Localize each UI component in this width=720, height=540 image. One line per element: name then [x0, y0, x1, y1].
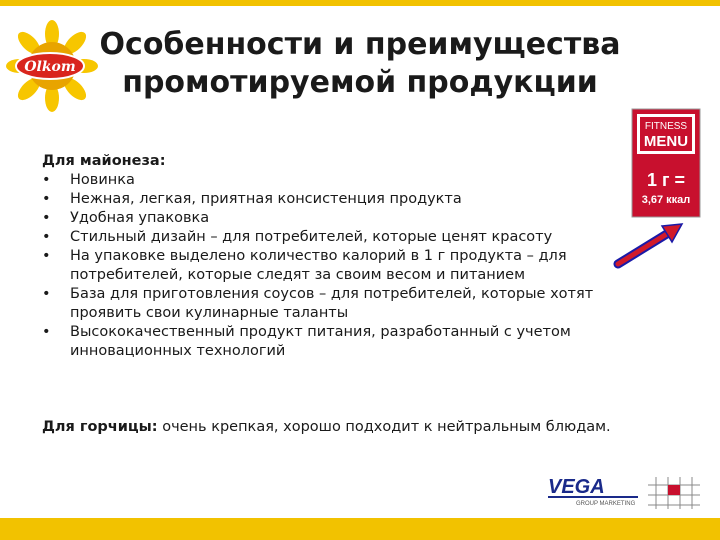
bullet-marker: • [42, 248, 51, 264]
bullet-marker: • [42, 324, 51, 340]
bullet-marker: • [42, 229, 51, 245]
bullet-marker: • [42, 172, 51, 188]
list-item-text: Новинка [70, 172, 135, 188]
list-item-text: База для приготовления соусов – для потребителей, которые хотят проявить свои кулинарные таланты [70, 286, 594, 321]
olkom-sunflower-logo [6, 20, 98, 112]
list-item-text: Удобная упаковка [70, 210, 210, 226]
mayonnaise-feature-list [42, 171, 642, 361]
list-item [42, 209, 642, 228]
list-item [42, 190, 642, 209]
top-frame-bar [0, 0, 720, 6]
vega-subtitle: GROUP MARKETING [576, 501, 636, 507]
bullet-marker: • [42, 191, 51, 207]
bullet-marker: • [42, 286, 51, 302]
vega-grid-icon [648, 477, 700, 509]
mayonnaise-heading: Для майонеза: [42, 153, 166, 169]
mustard-text: очень крепкая, хорошо подходит к нейтральным блюдам. [157, 419, 611, 435]
bottom-frame-bar [0, 518, 720, 540]
bullet-marker: • [42, 210, 51, 226]
list-item-text: На упаковке выделено количество калорий в 1 г продукта – для потребителей, которые следят за своим весом и питанием [70, 248, 567, 283]
list-item [42, 323, 642, 361]
logo-wordmark: Olkom [24, 59, 76, 75]
list-item [42, 171, 642, 190]
vega-wordmark: VEGA [548, 476, 605, 498]
badge-fitness: FITNESS [644, 121, 688, 132]
badge-gram: 1 г = [646, 170, 686, 190]
slide-title [90, 26, 630, 102]
mustard-line [42, 418, 682, 437]
mayonnaise-section [42, 152, 642, 361]
list-item-text: Стильный дизайн – для потребителей, которые ценят красоту [70, 229, 553, 245]
mustard-label: Для горчицы: [42, 419, 158, 435]
list-item [42, 228, 642, 247]
badge-menu: MENU [643, 133, 689, 150]
title-line-1: Особенности и преимущества [99, 27, 621, 62]
badge-kcal: 3,67 ккал [641, 194, 691, 206]
vega-group-marketing-logo [546, 473, 706, 513]
list-item-text: Высококачественный продукт питания, разработанный с учетом инновационных технологий [70, 324, 571, 359]
list-item [42, 285, 642, 323]
fitness-menu-badge [631, 108, 701, 218]
title-line-2: промотируемой продукции [122, 65, 598, 100]
pointer-arrow-icon [610, 218, 690, 273]
list-item-text: Нежная, легкая, приятная консистенция продукта [70, 191, 462, 207]
list-item [42, 247, 642, 285]
